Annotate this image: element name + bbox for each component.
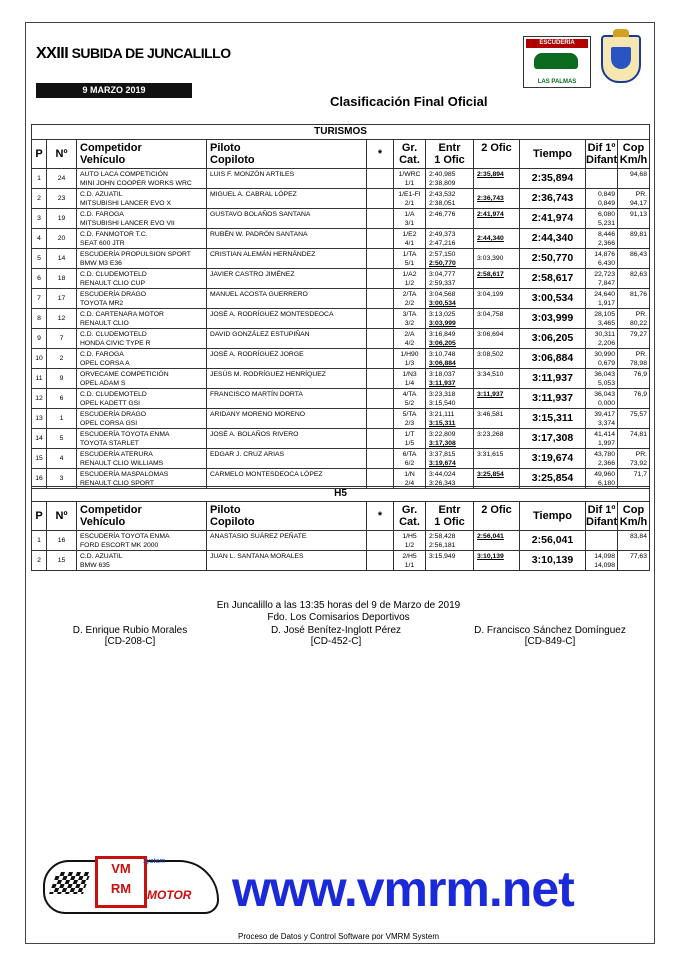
cell-position: 2	[32, 551, 47, 570]
cell-speed: 86,43	[629, 251, 647, 258]
cell-competitor: C.D. FAROGA OPEL CORSA A	[77, 349, 207, 368]
vmrm-motor-logo: VM RM system MOTOR	[43, 856, 215, 916]
cell-diff: 39,417 3,374	[586, 409, 618, 428]
cell-speed: 91,13	[629, 211, 647, 218]
cell-time: 3:03,999	[520, 309, 586, 328]
cell-run2: 2:36,743	[474, 189, 520, 208]
cell-diff: 36,043 5,053	[586, 369, 618, 388]
table-row	[32, 531, 649, 551]
cell-runs: 3:22,809 3:17,308	[426, 429, 474, 448]
cell-diff: 14,098 14,098	[586, 551, 618, 570]
col-competidor: Competidor Vehículo	[77, 140, 207, 168]
cell-star	[367, 169, 394, 188]
cell-star	[367, 429, 394, 448]
cell-group: 1/H5 1/2	[394, 531, 426, 550]
cell-number: 16	[47, 531, 77, 550]
cell-time: 3:06,884	[520, 349, 586, 368]
cell-time: 3:19,674	[520, 449, 586, 468]
cell-competitor: C.D. CLUDEMOTELD OPEL KADETT GSI	[77, 389, 207, 408]
cell-runs: 3:10,748 3:06,884	[426, 349, 474, 368]
cell-number: 20	[47, 229, 77, 248]
cell-position: 5	[32, 249, 47, 268]
cell-diff: 14,876 6,430	[586, 249, 618, 268]
cell-run2: 3:04,758	[474, 309, 520, 328]
table-row	[32, 189, 649, 209]
cell-driver: JOSÉ A. RODRÍGUEZ JORGE	[207, 349, 367, 368]
col-cop: Cop Km/h	[619, 504, 648, 528]
table-body	[32, 531, 649, 570]
cell-time: 3:06,205	[520, 329, 586, 348]
coat-of-arms-icon	[601, 35, 641, 83]
cell-group: 4/TA 5/2	[394, 389, 426, 408]
table-row	[32, 249, 649, 269]
cell-run2: 3:11,937	[474, 389, 520, 408]
cell-time: 2:50,770	[520, 249, 586, 268]
cell-star	[367, 269, 394, 288]
cell-runs: 2:58,428 2:56,181	[426, 531, 474, 550]
cell-position: 4	[32, 229, 47, 248]
table-row	[32, 429, 649, 449]
cell-competitor: C.D. CLUDEMOTELD HONDA CIVIC TYPE R	[77, 329, 207, 348]
cell-time: 2:35,894	[520, 169, 586, 188]
col-n: Nº	[47, 502, 77, 530]
event-logo-title: XXIII SUBIDA DE JUNCALILLO	[36, 45, 231, 62]
col-star: *	[367, 502, 394, 530]
cell-number: 9	[47, 369, 77, 388]
cell-star	[367, 369, 394, 388]
col-entr: Entr 1 Ofic	[426, 140, 474, 168]
cell-competitor: C.D. AZUATIL BMW 635	[77, 551, 207, 570]
cell-star	[367, 389, 394, 408]
cell-time: 3:00,534	[520, 289, 586, 308]
cell-runs: 2:57,150 2:50,770	[426, 249, 474, 268]
cell-number: 19	[47, 209, 77, 228]
table-row	[32, 409, 649, 429]
col-p: P	[32, 502, 47, 530]
cell-speed: PR. 94,17	[629, 191, 647, 207]
cell-number: 3	[47, 469, 77, 488]
cell-competitor: C.D. AZUATIL MITSUBISHI LANCER EVO X	[77, 189, 207, 208]
cell-runs: 3:21,111 3:15,311	[426, 409, 474, 428]
cell-position: 1	[32, 169, 47, 188]
cell-speed: 71,7	[633, 471, 647, 478]
table-row	[32, 449, 649, 469]
cell-position: 13	[32, 409, 47, 428]
cell-runs: 3:16,849 3:06,205	[426, 329, 474, 348]
cell-star	[367, 531, 394, 550]
cell-position: 6	[32, 269, 47, 288]
cell-driver: FRANCISCO MARTÍN DORTA	[207, 389, 367, 408]
cell-competitor: AUTO LACA COMPETICIÓN MINI JOHN COOPER WORKS WRC	[77, 169, 207, 188]
signatory-2: D. José Benítez-Inglott Pérez [CD-452-C]	[270, 625, 402, 647]
cell-runs: 3:04,777 2:59,337	[426, 269, 474, 288]
cell-competitor: ESCUDERÍA TOYOTA ENMA FORD ESCORT MK 2000	[77, 531, 207, 550]
cell-star	[367, 189, 394, 208]
cell-driver: JESÚS M. RODRÍGUEZ HENRÍQUEZ	[207, 369, 367, 388]
cell-position: 15	[32, 449, 47, 468]
cell-diff: 24,640 1,917	[586, 289, 618, 308]
cell-group: 2/A 4/2	[394, 329, 426, 348]
cell-competitor: ESCUDERÍA DRAGO TOYOTA MR2	[77, 289, 207, 308]
cell-number: 23	[47, 189, 77, 208]
cell-driver: RUBÉN W. PADRÓN SANTANA	[207, 229, 367, 248]
col-tiempo: Tiempo	[520, 502, 586, 530]
col-cop: Cop Km/h	[619, 142, 648, 166]
cell-competitor: ESCUDERÍA MASPALOMAS RENAULT CLIO SPORT	[77, 469, 207, 488]
col-tiempo: Tiempo	[520, 140, 586, 168]
cell-driver: MIGUEL A. CABRAL LÓPEZ	[207, 189, 367, 208]
cell-driver: ARIDANY MORENO MORENO	[207, 409, 367, 428]
cell-time: 2:36,743	[520, 189, 586, 208]
cell-position: 16	[32, 469, 47, 488]
cell-driver: ANASTASIO SUÁREZ PEÑATE	[207, 531, 367, 550]
cell-runs: 3:15,949	[426, 551, 474, 570]
cell-group: 3/TA 3/2	[394, 309, 426, 328]
cell-speed: 77,63	[629, 553, 647, 560]
cell-runs: 2:40,985 2:38,809	[426, 169, 474, 188]
cell-group: 1/WRC 1/1	[394, 169, 426, 188]
cell-position: 14	[32, 429, 47, 448]
cell-driver: DAVID GONZÁLEZ ESTUPIÑAN	[207, 329, 367, 348]
cell-competitor: ESCUDERÍA TOYOTA ENMA TOYOTA STARLET	[77, 429, 207, 448]
cell-competitor: C.D. CARTENARA MOTOR RENAULT CLIO	[77, 309, 207, 328]
cell-driver: JOSÉ A. RODRÍGUEZ MONTESDEOCA	[207, 309, 367, 328]
table-header	[32, 140, 649, 169]
cell-diff: 41,414 1,997	[586, 429, 618, 448]
cell-star	[367, 289, 394, 308]
cell-number: 12	[47, 309, 77, 328]
cell-star	[367, 449, 394, 468]
signatory-3: D. Francisco Sánchez Domínguez [CD-849-C]	[474, 625, 626, 647]
cell-time: 2:58,617	[520, 269, 586, 288]
cell-star	[367, 551, 394, 570]
cell-run2: 3:31,615	[474, 449, 520, 468]
col-n: Nº	[47, 140, 77, 168]
cell-run2: 3:08,502	[474, 349, 520, 368]
cell-diff: 30,311 2,206	[586, 329, 618, 348]
cell-position: 12	[32, 389, 47, 408]
cell-competitor: ESCUDERÍA ATERURA RENAULT CLIO WILLIAMS	[77, 449, 207, 468]
cell-driver: EDGAR J. CRUZ ARIAS	[207, 449, 367, 468]
cell-position: 1	[32, 531, 47, 550]
cell-runs: 3:44,024 3:26,343	[426, 469, 474, 488]
table-row	[32, 389, 649, 409]
page-title: Clasificación Final Oficial	[330, 94, 488, 109]
cell-speed: 83,84	[629, 533, 647, 540]
car-icon	[534, 53, 578, 69]
col-dif: Dif 1º Difant	[586, 142, 618, 166]
col-ofic2: 2 Ofic	[474, 502, 520, 530]
cell-position: 7	[32, 289, 47, 308]
cell-driver: CARMELO MONTESDEOCA LÓPEZ	[207, 469, 367, 488]
cell-run2: 3:46,581	[474, 409, 520, 428]
cell-time: 3:25,854	[520, 469, 586, 488]
cell-number: 17	[47, 289, 77, 308]
cell-runs: 2:46,776	[426, 209, 474, 228]
cell-time: 3:17,308	[520, 429, 586, 448]
cell-speed: 75,57	[629, 411, 647, 418]
cell-time: 2:44,340	[520, 229, 586, 248]
cell-group: 6/TA 6/2	[394, 449, 426, 468]
cell-position: 2	[32, 189, 47, 208]
cell-run2: 3:03,390	[474, 249, 520, 268]
category-title: H5	[32, 487, 649, 502]
table-row	[32, 269, 649, 289]
cell-speed: 74,81	[629, 431, 647, 438]
cell-diff: 28,105 3,465	[586, 309, 618, 328]
cell-diff: 22,723 7,847	[586, 269, 618, 288]
table-row	[32, 169, 649, 189]
signature-place-time: En Juncalillo a las 13:35 horas del 9 de Marzo de 2019	[216, 600, 461, 611]
cell-run2: 3:34,510	[474, 369, 520, 388]
cell-group: 1/N3 1/4	[394, 369, 426, 388]
cell-group: 1/N 2/4	[394, 469, 426, 488]
cell-runs: 3:13,025 3:03,999	[426, 309, 474, 328]
table-row	[32, 209, 649, 229]
cell-group: 1/E1-FI 2/1	[394, 189, 426, 208]
table-row	[32, 329, 649, 349]
cell-position: 3	[32, 209, 47, 228]
cell-competitor: C.D. FANMOTOR T.C. SEAT 600 JTR	[77, 229, 207, 248]
cell-run2: 3:10,139	[474, 551, 520, 570]
turismos-table	[31, 124, 650, 489]
table-row	[32, 369, 649, 389]
cell-star	[367, 329, 394, 348]
table-body	[32, 169, 649, 488]
category-title: TURISMOS	[32, 125, 649, 140]
cell-diff	[586, 531, 618, 550]
table-row	[32, 309, 649, 329]
col-p: P	[32, 140, 47, 168]
cell-star	[367, 349, 394, 368]
col-gr: Gr. Cat.	[394, 502, 426, 530]
cell-group: 1/T 1/5	[394, 429, 426, 448]
cell-diff: 49,960 6,180	[586, 469, 618, 488]
signatory-1: D. Enrique Rubio Morales [CD-208-C]	[72, 625, 188, 647]
cell-run2: 3:25,854	[474, 469, 520, 488]
cell-group: 1/A 3/1	[394, 209, 426, 228]
col-entr: Entr 1 Ofic	[426, 502, 474, 530]
cell-speed: 79,27	[629, 331, 647, 338]
col-star: *	[367, 140, 394, 168]
cell-group: 1/H90 1/3	[394, 349, 426, 368]
cell-time: 3:15,311	[520, 409, 586, 428]
cell-number: 14	[47, 249, 77, 268]
cell-time: 3:11,937	[520, 389, 586, 408]
cell-position: 8	[32, 309, 47, 328]
cell-competitor: C.D. FAROGA MITSUBISHI LANCER EVO VII	[77, 209, 207, 228]
cell-driver: JOSÉ A. BOLAÑOS RIVERO	[207, 429, 367, 448]
cell-star	[367, 229, 394, 248]
cell-speed: PR. 80,22	[629, 311, 647, 327]
cell-speed: 82,63	[629, 271, 647, 278]
cell-group: 2/TA 2/2	[394, 289, 426, 308]
cell-number: 4	[47, 449, 77, 468]
cell-number: 15	[47, 551, 77, 570]
cell-diff	[586, 169, 618, 188]
table-row	[32, 349, 649, 369]
cell-star	[367, 409, 394, 428]
cell-position: 11	[32, 369, 47, 388]
table-row	[32, 229, 649, 249]
cell-number: 7	[47, 329, 77, 348]
cell-position: 10	[32, 349, 47, 368]
cell-diff: 0,849 0,849	[586, 189, 618, 208]
cell-driver: JAVIER CASTRO JIMÉNEZ	[207, 269, 367, 288]
event-date: 9 MARZO 2019	[36, 83, 192, 98]
cell-diff: 8,446 2,366	[586, 229, 618, 248]
col-piloto: Piloto Copiloto	[207, 502, 367, 530]
cell-speed: PR. 78,98	[629, 351, 647, 367]
cell-number: 1	[47, 409, 77, 428]
col-ofic2: 2 Ofic	[474, 140, 520, 168]
cell-time: 3:10,139	[520, 551, 586, 570]
cell-driver: JUAN L. SANTANA MORALES	[207, 551, 367, 570]
cell-run2: 3:23,268	[474, 429, 520, 448]
col-gr: Gr. Cat.	[394, 140, 426, 168]
cell-driver: GUSTAVO BOLAÑOS SANTANA	[207, 209, 367, 228]
cell-group: 5/TA 2/3	[394, 409, 426, 428]
cell-group: 2/H5 1/1	[394, 551, 426, 570]
cell-run2: 2:56,041	[474, 531, 520, 550]
cell-run2: 2:35,894	[474, 169, 520, 188]
cell-group: 1/A2 1/2	[394, 269, 426, 288]
cell-speed: 89,81	[629, 231, 647, 238]
col-piloto: Piloto Copiloto	[207, 140, 367, 168]
cell-competitor: C.D. CLUDEMOTELD RENAULT CLIO CUP	[77, 269, 207, 288]
cell-runs: 2:43,532 2:38,051	[426, 189, 474, 208]
cell-run2: 3:06,694	[474, 329, 520, 348]
cell-speed: 76,9	[633, 371, 647, 378]
cell-run2: 2:58,617	[474, 269, 520, 288]
cell-star	[367, 209, 394, 228]
cell-diff: 43,780 2,366	[586, 449, 618, 468]
cell-position: 9	[32, 329, 47, 348]
cell-runs: 3:37,815 3:19,674	[426, 449, 474, 468]
cell-driver: LUIS F. MONZÓN ARTILES	[207, 169, 367, 188]
table-row	[32, 551, 649, 570]
table-header	[32, 502, 649, 531]
cell-time: 2:56,041	[520, 531, 586, 550]
cell-competitor: ESCUDERÍA PROPULSION SPORT BMW M3 E36	[77, 249, 207, 268]
cell-diff: 30,990 0,679	[586, 349, 618, 368]
cell-diff: 6,080 5,231	[586, 209, 618, 228]
cell-driver: CRISTIAN ALEMÁN HERNÁNDEZ	[207, 249, 367, 268]
h5-table	[31, 486, 650, 571]
cell-speed: 94,68	[629, 171, 647, 178]
cell-time: 3:11,937	[520, 369, 586, 388]
cell-number: 5	[47, 429, 77, 448]
cell-speed: 81,76	[629, 291, 647, 298]
cell-speed: PR. 73,92	[629, 451, 647, 467]
cell-driver: MANUEL ACOSTA GUERRERO	[207, 289, 367, 308]
cell-number: 24	[47, 169, 77, 188]
club-logo: ESCUDERÍA LAS PALMAS	[523, 36, 591, 88]
cell-time: 2:41,974	[520, 209, 586, 228]
cell-number: 6	[47, 389, 77, 408]
table-row	[32, 289, 649, 309]
cell-speed: 76,9	[633, 391, 647, 398]
cell-competitor: ESCUDERÍA DRAGO OPEL CORSA GSI	[77, 409, 207, 428]
cell-star	[367, 309, 394, 328]
cell-run2: 3:04,199	[474, 289, 520, 308]
cell-competitor: ORVECAME COMPETICIÓN OPEL ADAM S	[77, 369, 207, 388]
processing-credit: Proceso de Datos y Control Software por VMRM System	[238, 932, 439, 941]
cell-group: 1/TA 5/1	[394, 249, 426, 268]
col-dif: Dif 1º Difant	[586, 504, 618, 528]
cell-group: 1/E2 4/1	[394, 229, 426, 248]
cell-runs: 2:49,373 2:47,216	[426, 229, 474, 248]
cell-number: 2	[47, 349, 77, 368]
cell-runs: 3:18,037 3:11,937	[426, 369, 474, 388]
cell-run2: 2:44,340	[474, 229, 520, 248]
cell-runs: 3:23,318 3:15,540	[426, 389, 474, 408]
col-competidor: Competidor Vehículo	[77, 502, 207, 530]
cell-number: 18	[47, 269, 77, 288]
cell-star	[367, 249, 394, 268]
cell-runs: 3:04,568 3:00,534	[426, 289, 474, 308]
signature-heading: Fdo. Los Comisarios Deportivos	[267, 612, 410, 623]
cell-diff: 36,043 0,000	[586, 389, 618, 408]
cell-run2: 2:41,974	[474, 209, 520, 228]
website-link[interactable]: www.vmrm.net	[232, 861, 574, 917]
